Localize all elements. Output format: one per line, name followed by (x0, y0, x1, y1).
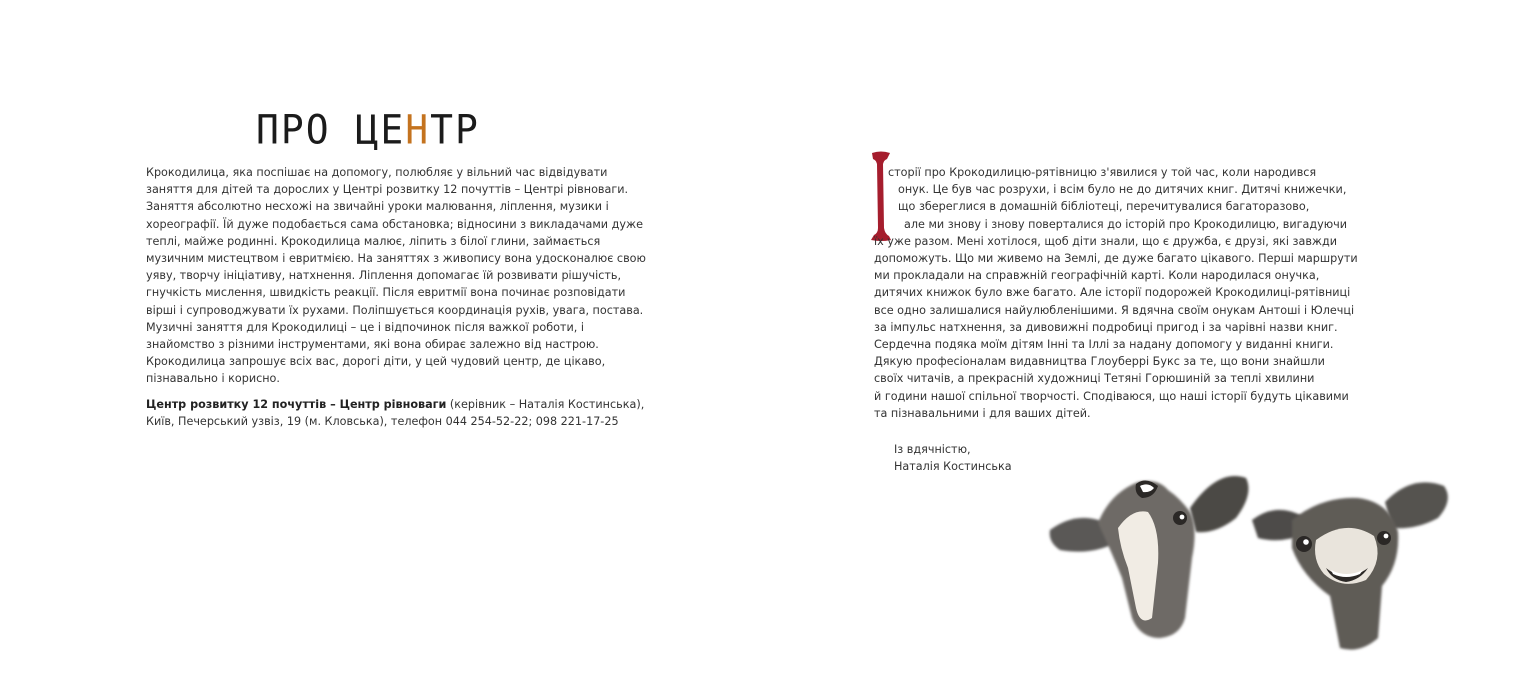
drop-cap-letter: І (868, 150, 869, 151)
right-calf-image (1252, 482, 1448, 649)
calves-illustration (1040, 468, 1460, 658)
foreword-line: їх уже разом. Мені хотілося, щоб діти знали, що є дружба, є друзі, які завжди (874, 234, 1337, 248)
signature-block (894, 441, 1012, 475)
page-title (256, 107, 480, 153)
foreword-line: що збереглися в домашній бібліотеці, перечитувалися багаторазово, (898, 200, 1310, 214)
signoff-greeting: Із вдячністю, (894, 443, 971, 456)
foreword-line: та пізнавальними і для ваших дітей. (874, 406, 1091, 420)
title-part-2: ТР (430, 106, 480, 154)
title-accent-letter: Н (405, 106, 431, 154)
foreword-line: все одно залишалися найулюбленішими. Я вдячна своїм онукам Антоші і Юлечці (874, 303, 1355, 317)
author-foreword (874, 164, 1374, 422)
title-part-1: ПРО ЦЕ (256, 106, 406, 154)
contact-info (146, 396, 651, 430)
foreword-line: допоможуть. Що ми живемо на Землі, де дуже багато цікавого. Перші маршрути (874, 252, 1358, 266)
foreword-line: Дякую професіоналам видавництва Глоуберрі Букс за те, що вони знайшли (874, 355, 1325, 369)
contact-details: (керівник – Наталія Костинська), Київ, Печерський узвіз, 19 (м. Кловська), телефон 044 254-52-22; 098 221-17-25 (146, 397, 645, 428)
foreword-line: Сердечна подяка моїм дітям Інні та Іллі за надану допомогу у виданні книги. (874, 338, 1334, 352)
foreword-line: але ми знову і знову поверталися до історій про Крокодилицю, вигадуючи (904, 217, 1348, 231)
foreword-line: дитячих книжок було вже багато. Але історії подорожей Крокодилиці-рятівниці (874, 286, 1351, 300)
foreword-line: ми прокладали на справжній географічній карті. Коли народилася онучка, (874, 269, 1320, 283)
foreword-line: й години нашої спільної творчості. Сподіваюся, що наші історії будуть цікавими (874, 389, 1349, 403)
center-description (146, 164, 651, 430)
description-paragraph: Крокодилица, яка поспішає на допомогу, полюбляє у вільний час відвідувати заняття для дітей та дорослих у Центрі розвитку 12 почуттів – Центрі рівноваги. Заняття абсолютно несхожі на звичайні уроки малювання, ліплення, музики і хореографії. Їй дуже подобається сама обстановка; відносини з викладачами дуже теплі, майже родинні. Крокодилица малює, ліпить з білої глини, займається музичним мистецтвом і евритмією. На заняттях з живопису вона удосконалює свою уяву, творчу ініціативу, натхнення. Ліплення допомагає їй розвивати рішучість, гнучкість мислення, швидкість реакції. Після евритмії вона починає розповідати вірші і супроводжувати їх рухами. Поліпшується координація рухів, увага, постава. Музичні заняття для Крокодилиці – це і відпочинок після важкої роботи, і знайомство з різними інструментами, які вона обирає залежно від настрою. Крокодилица запрошує всіх вас, дорогі діти, у цей чудовий центр, де цікаво, пізнавально і корисно. (146, 166, 646, 386)
foreword-line: сторії про Крокодилицю-рятівницю з'явилися у той час, коли народився (888, 166, 1317, 179)
foreword-line: своїх читачів, а прекрасній художниці Тетяні Горюшиній за теплі хвилини (874, 372, 1315, 386)
left-calf-image (1050, 476, 1249, 638)
foreword-line: за імпульс натхнення, за дивовижні подробиці пригод і за чарівні назви книг. (874, 320, 1338, 334)
contact-name: Центр розвитку 12 почуттів – Центр рівноваги (146, 397, 447, 411)
foreword-line: онук. Це був час розрухи, і всім було не до дитячих книг. Дитячі книжечки, (898, 183, 1347, 197)
author-name: Наталія Костинська (894, 460, 1012, 474)
